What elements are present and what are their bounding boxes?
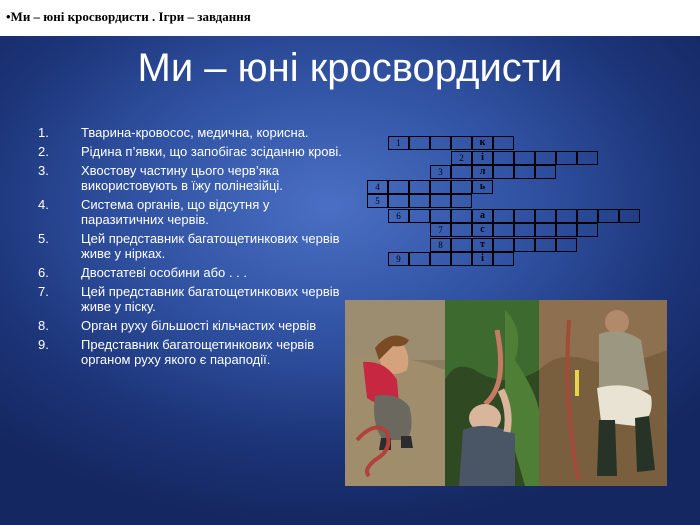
- crossword-cell: [430, 194, 451, 208]
- crossword-cell-number: 1: [388, 136, 409, 150]
- crossword-cell-number: 5: [367, 194, 388, 208]
- crossword-cell: [430, 252, 451, 266]
- crossword-cell: [451, 194, 472, 208]
- crossword-cell-number: 6: [388, 209, 409, 223]
- crossword-cell-number: 2: [451, 151, 472, 165]
- crossword-cell: [556, 151, 577, 165]
- clue-item: [38, 144, 343, 159]
- clue-text: Двостатеві особини або . . .: [81, 265, 247, 280]
- clue-text: Тварина-кровосос, медична, корисна.: [81, 125, 309, 140]
- crossword-cell: [451, 252, 472, 266]
- crossword-cell: [430, 136, 451, 150]
- crossword-cell: [619, 209, 640, 223]
- crossword-cell: [598, 209, 619, 223]
- crossword-cell-number: 3: [430, 165, 451, 179]
- crossword-cell-number: 4: [367, 180, 388, 194]
- crossword-cell: [535, 223, 556, 237]
- clue-item: [38, 337, 343, 367]
- crossword-cell-number: 7: [430, 223, 451, 237]
- clue-text: Цей представник багатощетинкових червів живе у нірках.: [81, 231, 340, 261]
- clue-number: 4.: [38, 197, 49, 212]
- clue-item: [38, 163, 343, 193]
- crossword-cell: [451, 209, 472, 223]
- clue-number: 6.: [38, 265, 49, 280]
- clue-item: [38, 265, 343, 280]
- crossword-cell: [556, 209, 577, 223]
- clue-number: 2.: [38, 144, 49, 159]
- crossword-cell: [577, 151, 598, 165]
- clue-number: 9.: [38, 337, 49, 352]
- crossword-cell: [451, 238, 472, 252]
- crossword-key-letter: і: [472, 151, 493, 165]
- crossword-cell: [388, 180, 409, 194]
- header-bar: [0, 0, 700, 36]
- crossword-cell: [493, 151, 514, 165]
- crossword-cell: [451, 223, 472, 237]
- crossword-cell: [493, 136, 514, 150]
- crossword-cell: [409, 180, 430, 194]
- crossword-cell: [451, 180, 472, 194]
- crossword-cell: [535, 209, 556, 223]
- crossword-grid: [367, 136, 647, 268]
- crossword-cell: [430, 209, 451, 223]
- crossword-cell: [493, 223, 514, 237]
- photo-man-with-worm-squatting: [539, 300, 667, 486]
- crossword-cell: [556, 238, 577, 252]
- crossword-key-letter: ь: [472, 180, 493, 194]
- clue-number: 5.: [38, 231, 49, 246]
- crossword-cell: [493, 165, 514, 179]
- slide: [0, 36, 700, 525]
- crossword-cell: [409, 136, 430, 150]
- crossword-cell: [409, 209, 430, 223]
- crossword-cell: [409, 252, 430, 266]
- crossword-cell: [493, 252, 514, 266]
- photo-collage: [345, 300, 667, 486]
- photo-girl-with-worm: [345, 300, 445, 486]
- clue-text: Хвостову частину цього черв’яка використовують в їжу полінезійці.: [81, 163, 283, 193]
- photo-man-with-worm: [445, 300, 539, 486]
- crossword-key-letter: а: [472, 209, 493, 223]
- slide-title: Ми – юні кросвордисти: [137, 46, 563, 90]
- clue-text: Орган руху більшості кільчастих червів: [81, 318, 317, 333]
- crossword-cell: [388, 194, 409, 208]
- crossword-key-letter: с: [472, 223, 493, 237]
- crossword-cell: [514, 209, 535, 223]
- crossword-cell: [514, 223, 535, 237]
- crossword-cell: [451, 136, 472, 150]
- clue-number: 3.: [38, 163, 49, 178]
- crossword-cell: [535, 165, 556, 179]
- crossword-cell: [556, 223, 577, 237]
- clue-text: Цей представник багатощетинкових червів живе у піску.: [81, 284, 340, 314]
- crossword-cell: [514, 238, 535, 252]
- crossword-cell: [430, 180, 451, 194]
- crossword-cell: [493, 209, 514, 223]
- clue-list: [38, 125, 343, 371]
- crossword-key-letter: т: [472, 238, 493, 252]
- clue-item: [38, 318, 343, 333]
- header-text: •Ми – юні кросвордисти . Ігри – завдання: [6, 9, 251, 24]
- crossword-key-letter: к: [472, 136, 493, 150]
- crossword-cell: [535, 151, 556, 165]
- crossword-cell: [409, 194, 430, 208]
- clue-item: [38, 125, 343, 140]
- crossword-cell-number: 9: [388, 252, 409, 266]
- crossword-cell: [451, 165, 472, 179]
- crossword-cell: [577, 209, 598, 223]
- crossword-cell: [514, 165, 535, 179]
- clue-number: 1.: [38, 125, 49, 140]
- crossword-cell: [577, 223, 598, 237]
- crossword-cell: [493, 238, 514, 252]
- clue-number: 8.: [38, 318, 49, 333]
- clue-item: [38, 197, 343, 227]
- clue-item: [38, 231, 343, 261]
- clue-text: Представник багатощетинкових червів органом руху якого є параподії.: [81, 337, 315, 367]
- clue-text: Система органів, що відсутня у паразитичних червів.: [81, 197, 270, 227]
- crossword-cell-number: 8: [430, 238, 451, 252]
- clue-number: 7.: [38, 284, 49, 299]
- clue-item: [38, 284, 343, 314]
- clue-text: Рідина п’явки, що запобігає зсіданню крові.: [81, 144, 342, 159]
- crossword-key-letter: л: [472, 165, 493, 179]
- crossword-cell: [535, 238, 556, 252]
- crossword-cell: [514, 151, 535, 165]
- crossword-key-letter: і: [472, 252, 493, 266]
